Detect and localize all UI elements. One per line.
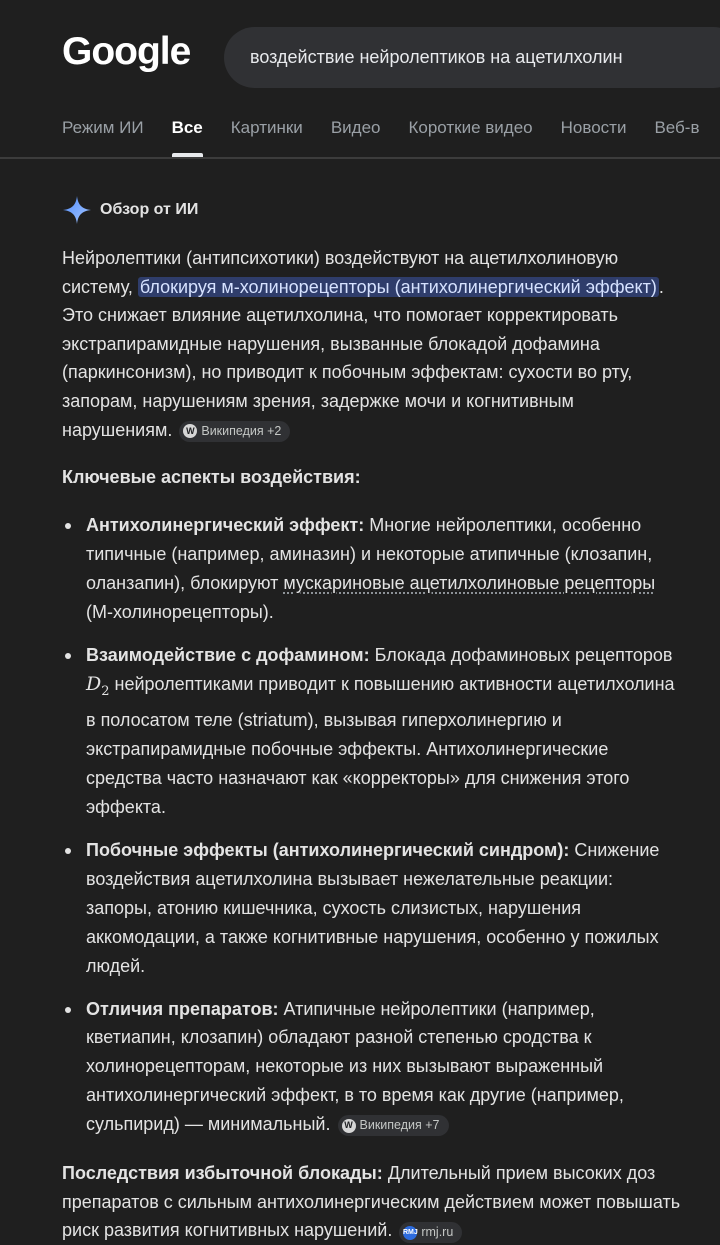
item-title: Взаимодействие с дофамином: <box>86 644 370 665</box>
wikipedia-icon: W <box>342 1119 356 1133</box>
list-item <box>62 995 682 1140</box>
item-text: Снижение воздействия ацетилхолина вызывает нежелательные реакции: запоры, атонию кишечника, сухость слизистых, нарушения аккомодации, а также когнитивные нарушения, особенно у пожилых людей. <box>86 840 660 976</box>
final-title: Последствия избыточной блокады: <box>62 1163 383 1184</box>
list-item <box>62 641 682 822</box>
term-link[interactable]: мускариновые ацетилхолиновые рецепторы <box>283 572 656 593</box>
search-box[interactable] <box>224 27 720 88</box>
key-aspects-heading: Ключевые аспекты воздействия: <box>62 467 361 488</box>
ai-overview-label: Обзор от ИИ <box>100 201 199 218</box>
final-paragraph <box>62 1159 682 1245</box>
header <box>0 0 720 159</box>
tab-web[interactable]: Веб-в <box>654 118 700 137</box>
ai-overview-header <box>62 192 682 228</box>
item-text: Многие нейролептики, особенно типичные (например, аминазин) и некоторые атипичные (клозапин, оланзапин), блокируют <box>86 515 653 593</box>
sparkle-icon <box>62 195 92 225</box>
rmj-icon: RMJ <box>403 1226 417 1240</box>
tab-news[interactable]: Новости <box>560 118 627 137</box>
source-label: rmj.ru <box>421 1225 454 1240</box>
math-var: D <box>86 672 102 695</box>
source-chip[interactable] <box>399 1222 462 1243</box>
search-tabs <box>62 118 700 157</box>
wikipedia-icon: W <box>183 424 197 438</box>
tab-videos[interactable]: Видео <box>330 118 381 137</box>
list-item <box>62 511 682 627</box>
intro-text-after: . Это снижает влияние ацетилхолина, что помогает корректировать экстрапирамидные нарушения, вызванные блокадой дофамина (паркинсонизм), но приводит к побочным эффектам: сухости во рту, запорам, нарушениям зрения, задержке мочи и когнитивным нарушениям. <box>62 276 664 440</box>
intro-text: Нейролептики (антипсихотики) воздействуют на ацетилхолиновую систему, <box>62 248 619 297</box>
item-text: Атипичные нейролептики (например, кветиапин, клозапин) обладают разной степенью сродства к холинорецепторам, некоторые из них вызывают выраженный антихолинергический эффект, в то время как другие (например, сульпирид) — минимальный. <box>86 998 624 1135</box>
item-tail: нейролептиками приводит к повышению активности ацетилхолина в полосатом теле (striatum), вызывая гиперхолинергию и экстрапирамидные побочные эффекты. Антихолинергические средства часто назначают как «корректоры» для снижения этого эффекта. <box>86 673 675 818</box>
intro-highlight[interactable]: блокируя м-холинорецепторы (антихолинергический эффект) <box>139 276 657 297</box>
intro-paragraph <box>62 244 682 444</box>
item-tail: (М-холинорецепторы). <box>86 601 274 622</box>
item-text: Блокада дофаминовых рецепторов <box>374 644 673 665</box>
tab-short-videos[interactable]: Короткие видео <box>408 118 533 137</box>
source-chip[interactable] <box>338 1115 449 1136</box>
item-title: Отличия препаратов: <box>86 998 279 1019</box>
tab-all[interactable]: Все <box>172 118 203 157</box>
item-title: Побочные эффекты (антихолинергический синдром): <box>86 840 570 861</box>
item-title: Антихолинергический эффект: <box>86 515 365 536</box>
final-text: Длительный прием высоких доз препаратов с сильным антихолинергическим действием может повышать риск развития когнитивных нарушений. <box>62 1163 681 1241</box>
google-logo[interactable]: Google <box>62 30 191 73</box>
source-label: Википедия +2 <box>201 423 282 438</box>
math-d2 <box>86 672 110 699</box>
aspects-list <box>62 511 682 1139</box>
source-label: Википедия +7 <box>359 1118 440 1133</box>
ai-overview <box>62 192 682 1245</box>
tab-ai-mode[interactable]: Режим ИИ <box>62 118 144 137</box>
search-input[interactable]: воздействие нейролептиков на ацетилхолин <box>250 47 623 67</box>
list-item <box>62 836 682 981</box>
math-sub: 2 <box>101 683 110 699</box>
tab-images[interactable]: Картинки <box>230 118 303 137</box>
source-chip[interactable] <box>179 421 290 442</box>
